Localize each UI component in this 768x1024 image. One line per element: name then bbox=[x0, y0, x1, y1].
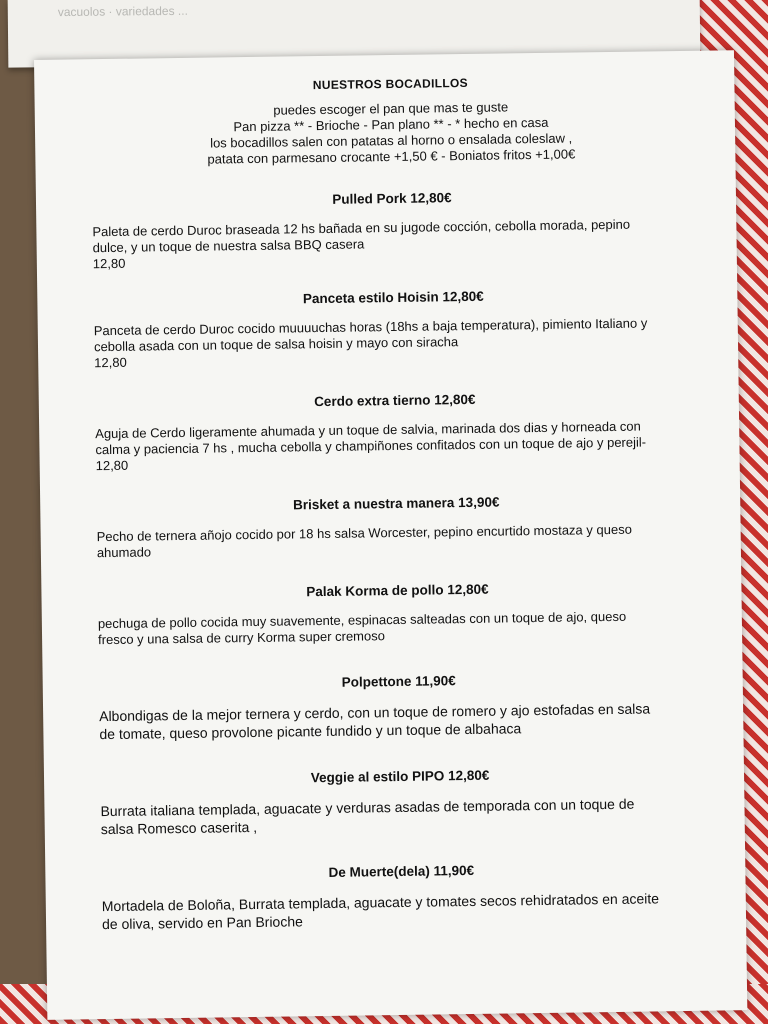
menu-heading: NUESTROS BOCADILLOS bbox=[312, 75, 468, 93]
intro-line: los bocadillos salen con patatas al horno o ensalada coleslaw , bbox=[210, 130, 573, 151]
menu-item bbox=[96, 492, 697, 561]
item-description: Albondigas de la mejor ternera y cerdo, con un toque de romero y ajo estofadas en salsa de tomate, queso provolone picante fundido y un toque de albahaca bbox=[99, 700, 651, 743]
item-title: Veggie al estilo PIPO 12,80€ bbox=[310, 767, 490, 786]
menu-item bbox=[100, 765, 701, 838]
item-description: pechuga de pollo cocida muy suavemente, espinacas salteadas con un toque de ajo, queso fresco y una salsa de curry Korma super cremoso bbox=[97, 608, 627, 648]
item-description: Paleta de cerdo Duroc braseada 12 hs bañada en su jugode cocción, cebolla morada, pepino dulce, y un toque de nuestra salsa BBQ casera bbox=[92, 216, 631, 256]
item-description: Panceta de cerdo Duroc cocido muuuuchas horas (18hs a baja temperatura), pimiento Italiano y cebolla asada con un toque de salsa hoisin y mayo con siracha bbox=[93, 315, 648, 355]
item-description: Pecho de ternera añojo cocido por 18 hs salsa Worcester, pepino encurtido mostaza y queso ahumado bbox=[96, 521, 632, 561]
menu-item bbox=[101, 860, 702, 933]
menu-content bbox=[90, 73, 702, 933]
item-title: Panceta estilo Hoisin 12,80€ bbox=[302, 288, 484, 307]
menu-item bbox=[99, 670, 700, 743]
menu-item bbox=[97, 579, 698, 648]
intro-line: puedes escoger el pan que mas te guste bbox=[273, 99, 509, 118]
item-title: Palak Korma de pollo 12,80€ bbox=[306, 581, 489, 600]
item-description: Aguja de Cerdo ligeramente ahumada y un toque de salvia, marinada dos dias y horneada con calma y paciencia 7 hs , mucha cebolla y champiñones confitados con un toque de ajo y perejil- bbox=[95, 418, 647, 458]
item-title: Cerdo extra tierno 12,80€ bbox=[314, 391, 476, 410]
menu-item bbox=[92, 187, 693, 272]
menu-sheet bbox=[34, 50, 747, 1020]
item-price: 12,80 bbox=[95, 457, 129, 474]
menu-intro bbox=[91, 97, 692, 169]
faint-page-text: vacuolos · variedades ... bbox=[57, 3, 188, 20]
intro-line: patata con parmesano crocante +1,50 € - Boniatos fritos +1,00€ bbox=[207, 146, 576, 167]
item-title: Pulled Pork 12,80€ bbox=[332, 190, 452, 207]
item-title: Brisket a nuestra manera 13,90€ bbox=[292, 494, 500, 513]
intro-line: Pan pizza ** - Brioche - Pan plano ** - * hecho en casa bbox=[233, 114, 549, 135]
item-description: Burrata italiana templada, aguacate y verduras asadas de temporada con un toque de salsa Romesco caserita , bbox=[100, 795, 635, 838]
item-price: 12,80 bbox=[92, 255, 126, 272]
item-description: Mortadela de Boloña, Burrata templada, aguacate y tomates secos rehidratados en aceite de oliva, servido en Pan Brioche bbox=[101, 890, 660, 933]
menu-item bbox=[93, 286, 694, 371]
item-title: Polpettone 11,90€ bbox=[341, 673, 456, 690]
item-price: 12,80 bbox=[94, 354, 127, 371]
item-title: De Muerte(dela) 11,90€ bbox=[328, 862, 475, 880]
menu-item bbox=[95, 389, 696, 474]
